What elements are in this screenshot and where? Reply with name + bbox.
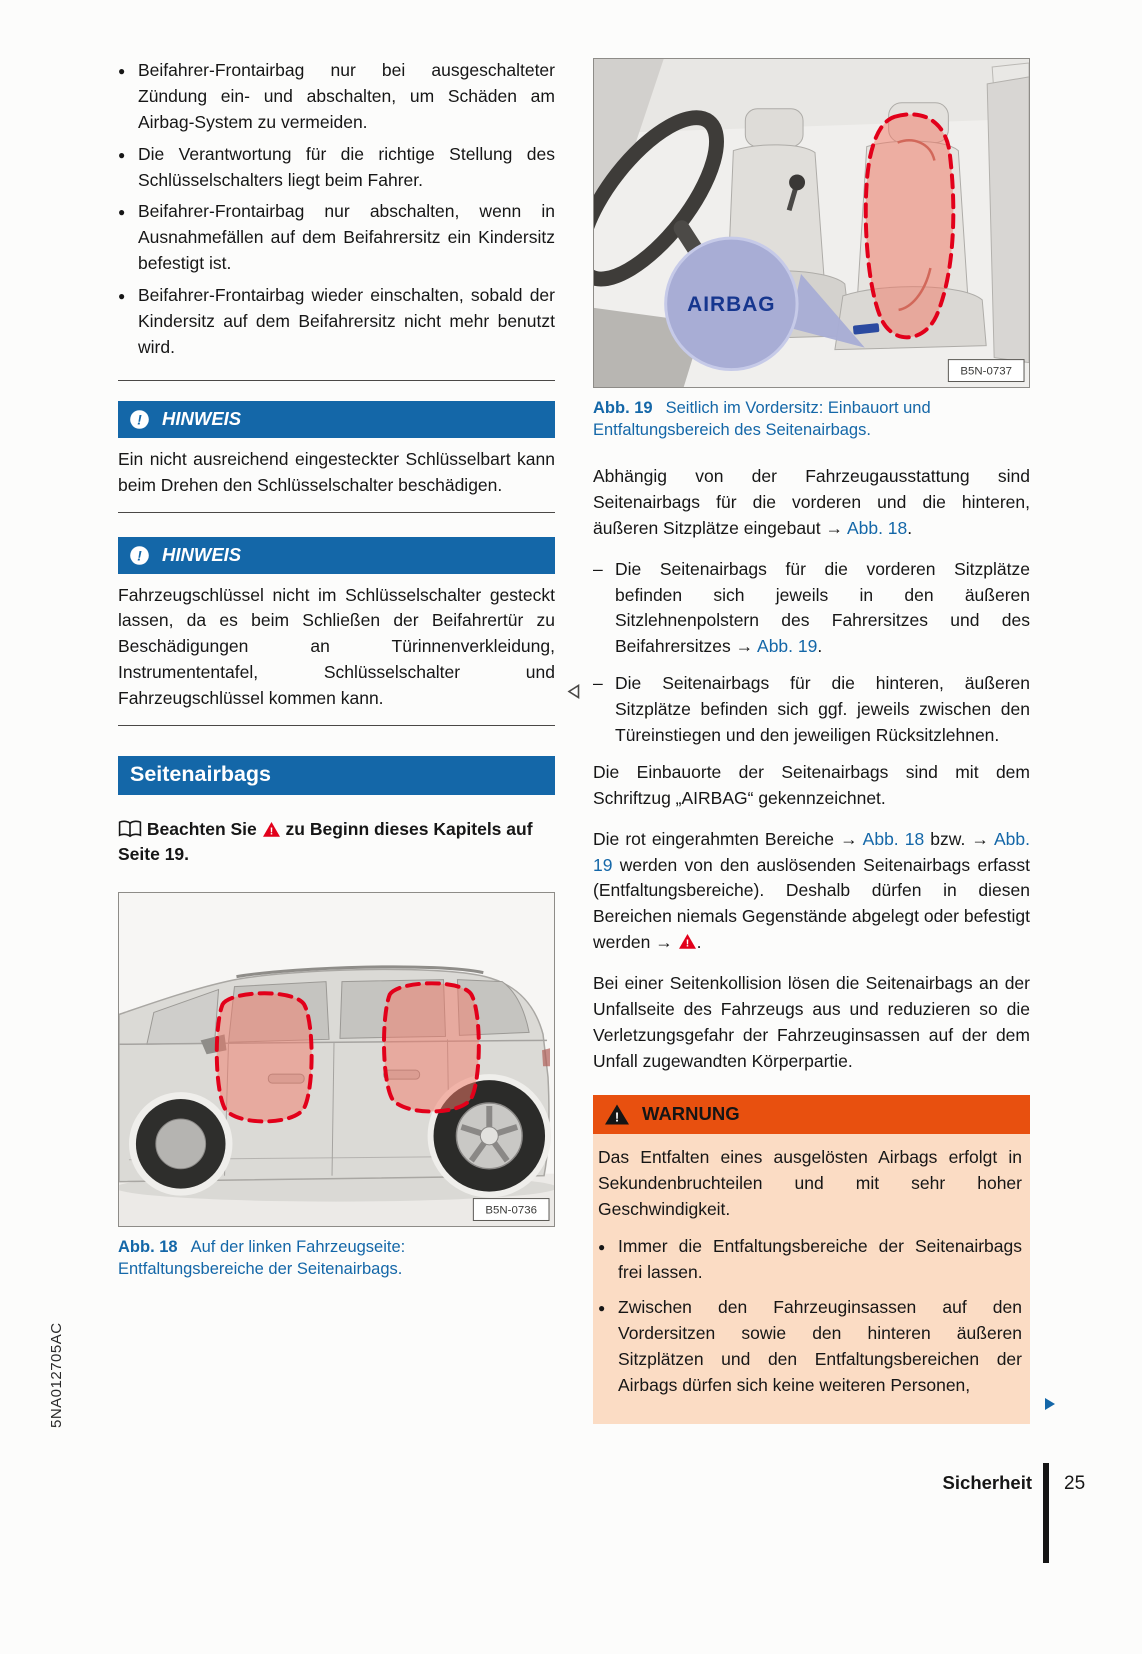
section-header: Seitenairbags (118, 756, 555, 795)
arrow-glyph: → (735, 636, 758, 657)
list-item-text: Beifahrer-Frontairbag wieder einschalten, sobald der Kindersitz auf dem Beifahrersitz nicht mehr benutzt wird. (138, 285, 555, 357)
svg-text:!: ! (614, 1109, 620, 1125)
chapter-note (118, 817, 555, 868)
warning-triangle-icon (678, 933, 697, 950)
arrow-glyph: → (655, 932, 678, 953)
svg-text:B5N-0736: B5N-0736 (485, 1204, 537, 1217)
notice-header (118, 537, 555, 574)
notice-text: Ein nicht ausreichend eingesteckter Schlüsselbart kann beim Drehen den Schlüsselschalter beschädigen. (118, 438, 555, 513)
bullet-icon: ● (118, 64, 126, 78)
list-item-text: Beifahrer-Frontairbag nur bei ausgeschalteter Zündung ein- und abschalten, um Schäden am Airbag-System zu vermeiden. (138, 60, 555, 132)
figure-reference-link[interactable]: Abb. 19 (757, 636, 818, 657)
figure-caption-label: Abb. 18 (118, 1238, 178, 1257)
svg-text:AIRBAG: AIRBAG (687, 292, 776, 316)
notice-header (118, 401, 555, 438)
continuation-next-icon (1042, 1396, 1058, 1412)
bullet-icon: ● (118, 205, 126, 220)
list-item (598, 1295, 1022, 1399)
paragraph: Bei einer Seitenkollision lösen die Seitenairbags an der Unfallseite des Fahrzeugs aus und reduzieren so die Verletzungsgefahr der Fahrzeuginsassen auf der dem Unfall zugewandten Körperpartie. (593, 973, 1030, 1071)
warning-title: WARNUNG (642, 1103, 740, 1125)
figure-18 (118, 892, 555, 1227)
arrow-glyph: → (840, 828, 863, 849)
list-item-text: Beifahrer-Frontairbag nur abschalten, wenn in Ausnahmefällen auf dem Beifahrersitz ein Kindersitz befestigt ist. (138, 201, 555, 274)
list-item (598, 1234, 1022, 1286)
list-item (118, 142, 555, 194)
warning-triangle-icon (262, 821, 281, 838)
figure-caption-text: Seitlich im Vordersitz: Einbauort und Entfaltungsbereich des Seitenairbags. (593, 399, 931, 440)
image-code-label (948, 360, 1024, 382)
figure-caption-text: Auf der linken Fahrzeugseite: Entfaltungsbereiche der Seitenairbags. (118, 1238, 406, 1278)
arrow-glyph: → (825, 517, 847, 538)
paragraph: Die rot eingerahmten Bereiche → Abb. 18 bzw. → Abb. 19 werden von den auslösenden Seitenairbags erfasst (Entfaltungsbereiche). Deshalb dürfen in diesen Bereichen niemals Gegenstände abgelegt oder befestigt werden → ! . (593, 828, 1030, 953)
figure-reference-link[interactable]: Abb. 18 (846, 517, 908, 538)
figure-reference-link[interactable]: Abb. 18 (862, 828, 925, 849)
warning-bullet-list (598, 1234, 1022, 1398)
bullet-icon: ● (598, 1240, 606, 1255)
right-column (593, 58, 1030, 1424)
list-item-text: Die Seitenairbags für die hinteren, äußeren Sitzplätze befinden sich ggf. jeweils zwischen den Türeinstiegen und den jeweiligen Rücksitzlehnen. (615, 673, 1030, 746)
list-item-text: Immer die Entfaltungsbereiche der Seitenairbags frei lassen. (618, 1236, 1022, 1283)
chapter-note-text: zu Beginn dieses Kapitels auf Seite 19. (118, 819, 533, 865)
list-item (118, 58, 555, 136)
svg-text:B5N-0737: B5N-0737 (960, 365, 1012, 378)
bullet-icon: ● (118, 289, 126, 304)
notice-box (118, 537, 555, 726)
figure-19 (593, 58, 1030, 388)
list-item (118, 199, 555, 277)
bullet-list (118, 58, 555, 381)
dash-icon: – (593, 558, 603, 579)
figure-reference-link[interactable]: Abb. 19 (593, 828, 1030, 875)
svg-text:!: ! (137, 411, 142, 428)
page-number: 25 (1064, 1473, 1086, 1494)
continuation-end-icon (566, 683, 583, 700)
list-item (118, 283, 555, 361)
warning-intro: Das Entfalten eines ausgelösten Airbags erfolgt in Sekundenbruchteilen und mit sehr hoher Geschwindigkeit. (598, 1146, 1022, 1219)
figure-caption (118, 1237, 555, 1281)
arrow-glyph: → (971, 828, 994, 849)
list-item-text: Zwischen den Fahrzeuginsassen auf den Vordersitzen sowie den hinteren äußeren Sitzplätzen und den Entfaltungsbereichen der Airbags dürfen sich keine weiteren Personen, (618, 1297, 1022, 1395)
notice-box (118, 401, 555, 513)
chapter-note-text: Beachten Sie (146, 819, 257, 840)
image-code-label (473, 1198, 549, 1220)
figure-caption (593, 398, 1030, 442)
bullet-icon: ● (118, 147, 126, 162)
warning-box (593, 1095, 1030, 1424)
svg-text:!: ! (137, 547, 142, 564)
list-item-text: Die Verantwortung für die richtige Stellung des Schlüsselschalters liegt beim Fahrer. (138, 143, 555, 190)
footer-section-title: Sicherheit (942, 1472, 1032, 1493)
notice-title: HINWEIS (162, 408, 242, 430)
warning-text (593, 1134, 1030, 1424)
dash-icon: – (593, 673, 603, 694)
book-icon (118, 820, 142, 838)
notice-text: Fahrzeugschlüssel nicht im Schlüsselschalter gesteckt lassen, da es beim Schließen der Beifahrertür zu Beschädigungen an Türinnenverkleidung, Instrumententafel, Schlüsselschalter und Fahrzeugschlüssel kommen kann. (118, 574, 555, 726)
interior-illustration (594, 59, 1029, 387)
svg-text:!: ! (269, 825, 273, 838)
list-item (593, 557, 1030, 661)
svg-text:!: ! (685, 937, 689, 950)
document-code: 5NA012705AC (48, 1322, 65, 1428)
notice-title: HINWEIS (162, 544, 242, 566)
footer-divider (1043, 1463, 1049, 1563)
list-item-text: Die Seitenairbags für die vorderen Sitzplätze befinden sich jeweils in den äußeren Sitzlehnenpolstern des Fahrersitzes und des Beifahrersitzes → Abb. 19. (615, 558, 1030, 657)
figure-caption-label: Abb. 19 (593, 399, 653, 418)
dash-list (593, 557, 1030, 749)
list-item (593, 671, 1030, 749)
paragraph: Die Einbauorte der Seitenairbags sind mit dem Schriftzug „AIRBAG“ gekennzeichnet. (593, 761, 1030, 808)
paragraph: Abhängig von der Fahrzeugausstattung sind Seitenairbags für die vorderen und die hinteren, äußeren Sitzplätze eingebaut → Abb. 18. (593, 466, 1030, 538)
warning-triangle-icon (604, 1103, 630, 1126)
vehicle-side-illustration (119, 893, 554, 1226)
exclamation-circle-icon (129, 545, 150, 566)
bullet-icon: ● (598, 1301, 606, 1316)
warning-header (593, 1095, 1030, 1134)
left-column (118, 58, 555, 1281)
exclamation-circle-icon (129, 409, 150, 430)
